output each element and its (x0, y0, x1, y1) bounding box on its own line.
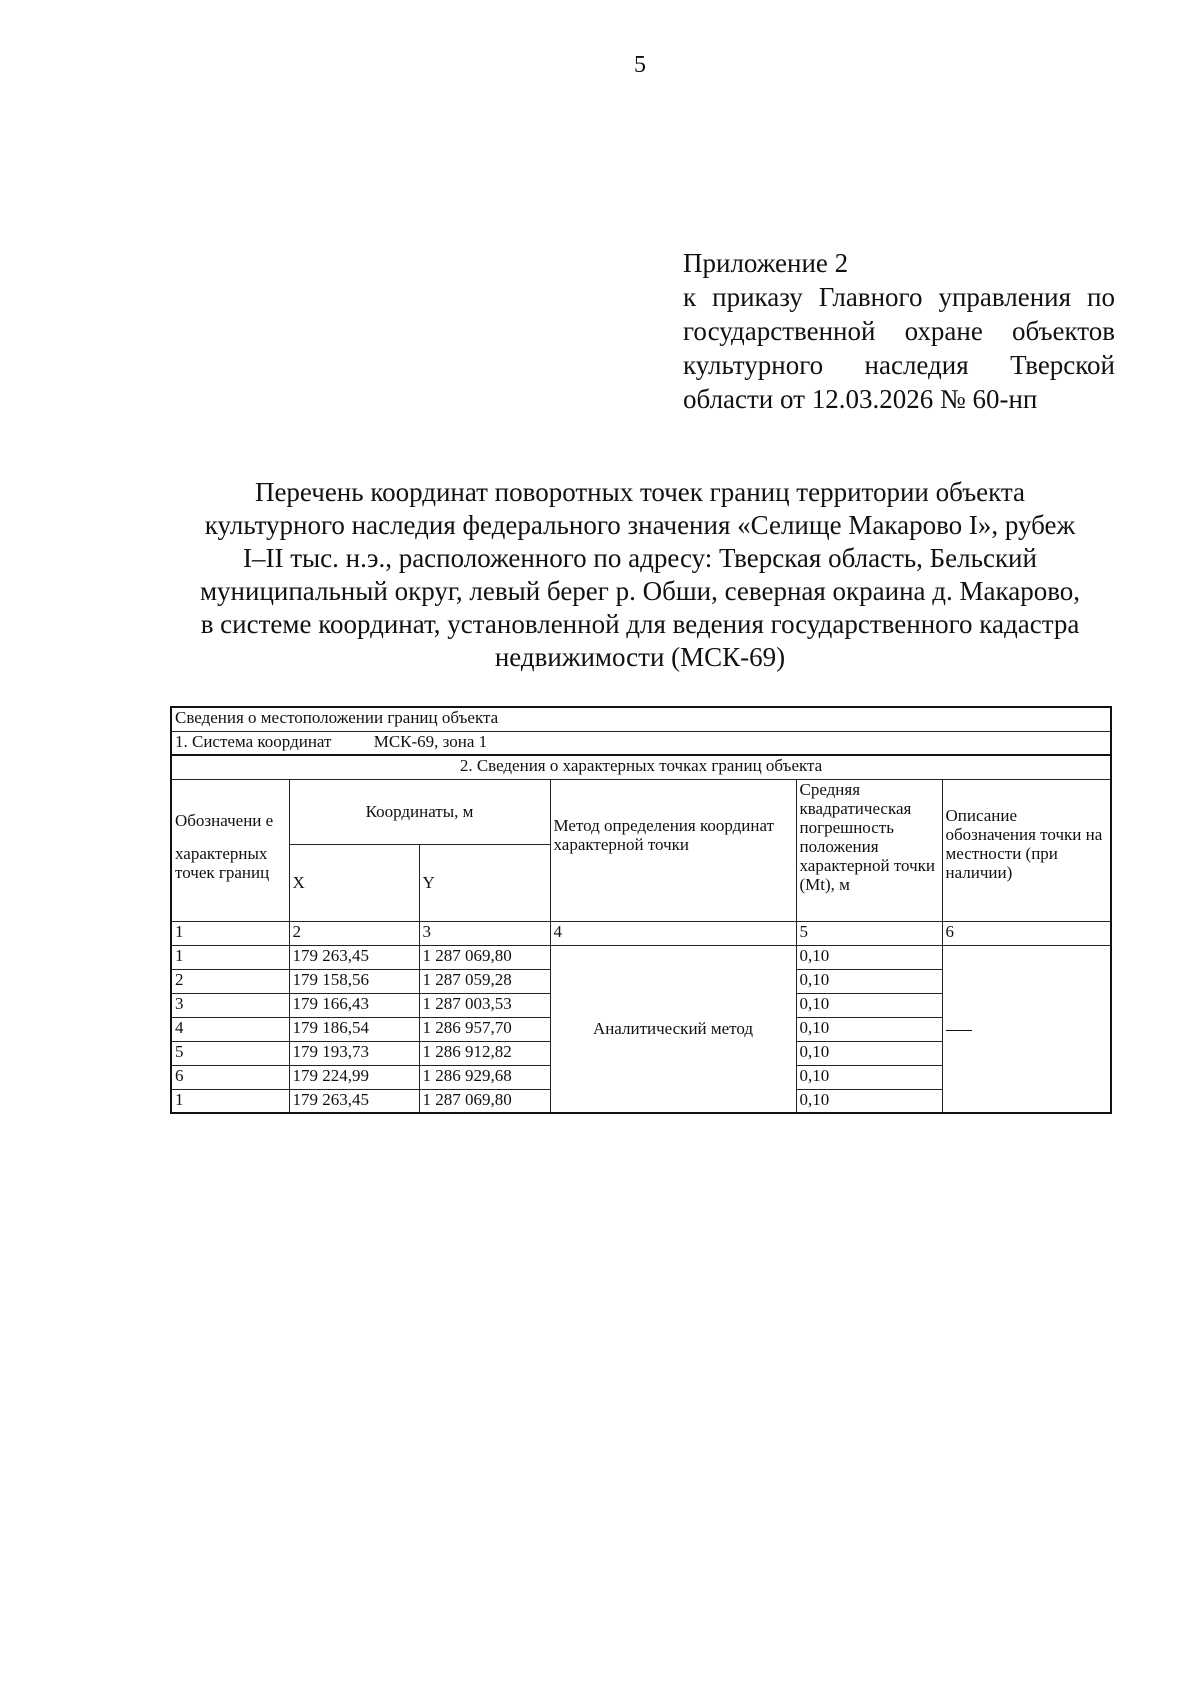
appendix-line: культурного наследия Тверской (683, 350, 1115, 380)
col-number: 4 (550, 921, 796, 945)
title-line: в системе координат, установленной для ведения государственного кадастра (200, 609, 1080, 639)
header-method: Метод определения координат характерной точки (550, 779, 796, 921)
page-number: 5 (634, 52, 646, 78)
section-header: Сведения о местоположении границ объекта (171, 707, 1111, 731)
coord-system-value: МСК-69, зона 1 (373, 731, 488, 751)
description-value (942, 945, 1111, 1113)
error-value: 0,10 (796, 1065, 942, 1089)
point-id: 1 (171, 945, 289, 969)
x-value: 179 158,56 (289, 969, 419, 993)
col-number: 6 (942, 921, 1111, 945)
document-title (150, 476, 1130, 674)
coord-system-row (171, 731, 1111, 755)
error-value: 0,10 (796, 945, 942, 969)
header-x: X (289, 844, 419, 921)
header-coordinates: Координаты, м (289, 779, 550, 844)
x-value: 179 263,45 (289, 1089, 419, 1113)
dash-mark (946, 1030, 972, 1031)
appendix-line: к приказу Главного управления по (683, 282, 1115, 312)
appendix-line: государственной охране объектов (683, 316, 1115, 346)
method-value: Аналитический метод (550, 945, 796, 1113)
header-designation-bottom: характерных точек границ (171, 844, 289, 921)
x-value: 179 224,99 (289, 1065, 419, 1089)
point-id: 5 (171, 1041, 289, 1065)
error-value: 0,10 (796, 1041, 942, 1065)
y-value: 1 286 912,82 (419, 1041, 550, 1065)
point-id: 2 (171, 969, 289, 993)
points-header: 2. Сведения о характерных точках границ объекта (171, 755, 1111, 779)
title-line: I–II тыс. н.э., расположенного по адресу: Тверская область, Бельский (243, 543, 1037, 573)
x-value: 179 193,73 (289, 1041, 419, 1065)
coordinates-table (170, 706, 1112, 1114)
point-id: 4 (171, 1017, 289, 1041)
col-number: 5 (796, 921, 942, 945)
title-line: Перечень координат поворотных точек границ территории объекта (254, 477, 1026, 507)
title-line: муниципальный округ, левый берег р. Обши, северная окраина д. Макарово, (199, 576, 1081, 606)
appendix-line: области от 12.03.2026 № 60-нп (683, 384, 1038, 414)
title-line: культурного наследия федерального значения «Селище Макарово I», рубеж (204, 510, 1076, 540)
header-description: Описание обозначения точки на местности (при наличии) (942, 779, 1111, 921)
point-id: 6 (171, 1065, 289, 1089)
appendix-note (683, 246, 1115, 416)
error-value: 0,10 (796, 993, 942, 1017)
x-value: 179 263,45 (289, 945, 419, 969)
col-number: 3 (419, 921, 550, 945)
y-value: 1 287 059,28 (419, 969, 550, 993)
header-error: Средняя квадратическая погрешность положения характерной точки (Mt), м (796, 779, 942, 921)
col-number: 1 (171, 921, 289, 945)
y-value: 1 287 069,80 (419, 1089, 550, 1113)
coord-system-label: 1. Система координат (175, 731, 332, 751)
point-id: 1 (171, 1089, 289, 1113)
appendix-line: Приложение 2 (683, 248, 849, 278)
y-value: 1 287 069,80 (419, 945, 550, 969)
x-value: 179 186,54 (289, 1017, 419, 1041)
x-value: 179 166,43 (289, 993, 419, 1017)
y-value: 1 286 957,70 (419, 1017, 550, 1041)
y-value: 1 287 003,53 (419, 993, 550, 1017)
error-value: 0,10 (796, 1089, 942, 1113)
header-y: Y (419, 844, 550, 921)
point-id: 3 (171, 993, 289, 1017)
error-value: 0,10 (796, 969, 942, 993)
y-value: 1 286 929,68 (419, 1065, 550, 1089)
table-row (171, 945, 1111, 969)
header-designation-top: Обозначени е (171, 779, 289, 844)
title-line: недвижимости (МСК-69) (494, 642, 786, 672)
col-number: 2 (289, 921, 419, 945)
error-value: 0,10 (796, 1017, 942, 1041)
